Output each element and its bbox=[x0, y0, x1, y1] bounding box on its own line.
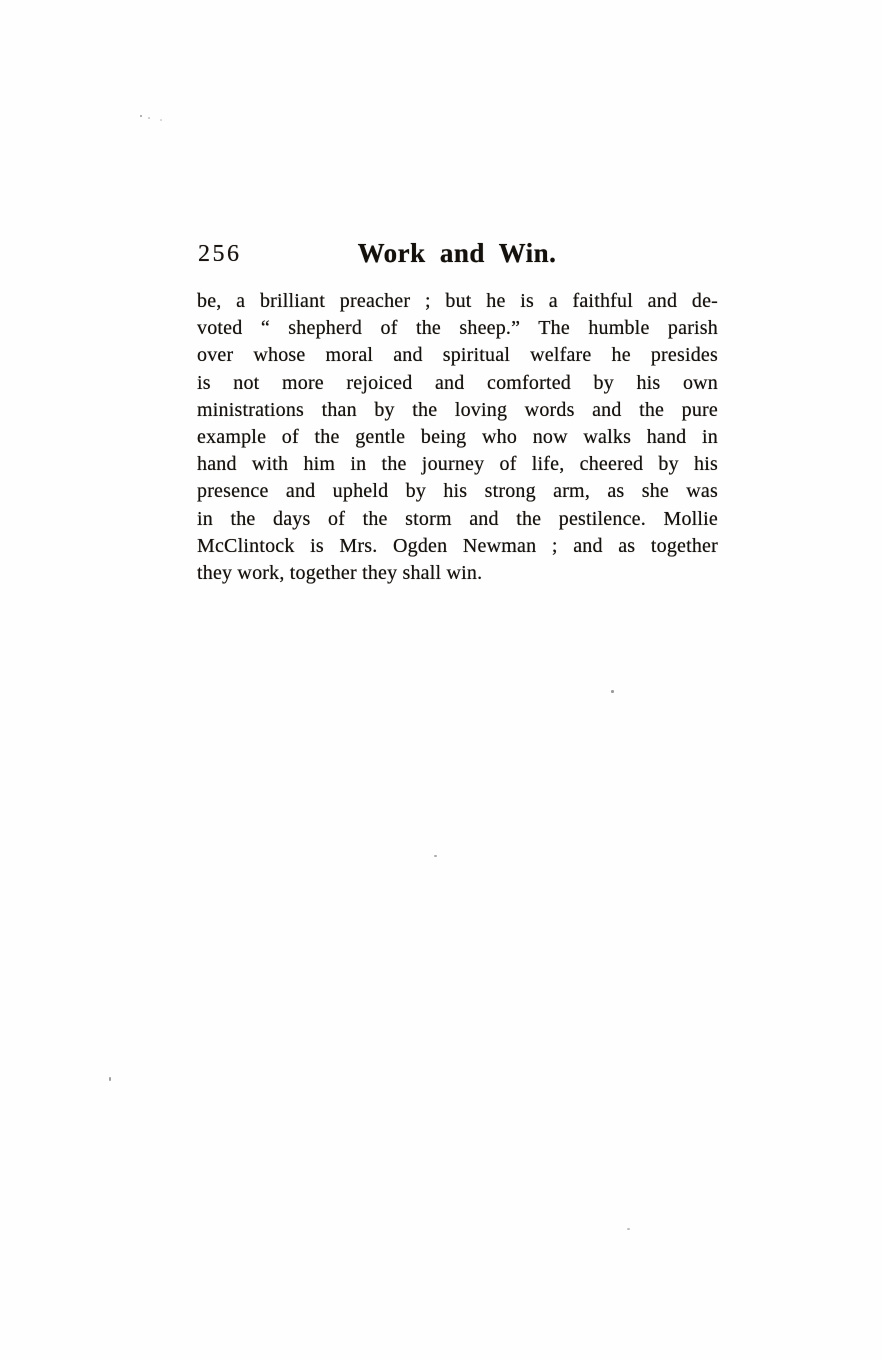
running-title: Work and Win. bbox=[357, 238, 557, 268]
text-line: over whose moral and spiritual welfare he presides bbox=[197, 344, 718, 367]
text-line: is not more rejoiced and comforted by his own bbox=[197, 371, 718, 394]
text-line: hand with him in the journey of life, cheered by his bbox=[197, 453, 718, 476]
page-header bbox=[196, 238, 718, 268]
text-line: ministrations than by the loving words and the pure bbox=[197, 398, 718, 421]
text-line: example of the gentle being who now walks hand in bbox=[197, 425, 718, 448]
paragraph bbox=[197, 288, 718, 587]
scan-speck bbox=[140, 115, 142, 117]
scan-speck bbox=[148, 117, 150, 119]
text-line: McClintock is Mrs. Ogden Newman ; and as together bbox=[197, 534, 718, 557]
page-number: 256 bbox=[198, 241, 242, 267]
scan-speck bbox=[109, 1077, 111, 1081]
text-line: voted “ shepherd of the sheep.” The humble parish bbox=[197, 317, 718, 340]
text-line: presence and upheld by his strong arm, as she was bbox=[197, 480, 718, 503]
text-line: in the days of the storm and the pestilence. Mollie bbox=[197, 507, 718, 530]
scan-speck bbox=[434, 855, 437, 857]
scan-speck bbox=[611, 690, 614, 693]
scan-speck bbox=[160, 119, 162, 121]
text-line: they work, together they shall win. bbox=[197, 561, 483, 584]
scan-speck bbox=[627, 1228, 630, 1230]
text-line: be, a brilliant preacher ; but he is a faithful and de- bbox=[197, 290, 718, 312]
